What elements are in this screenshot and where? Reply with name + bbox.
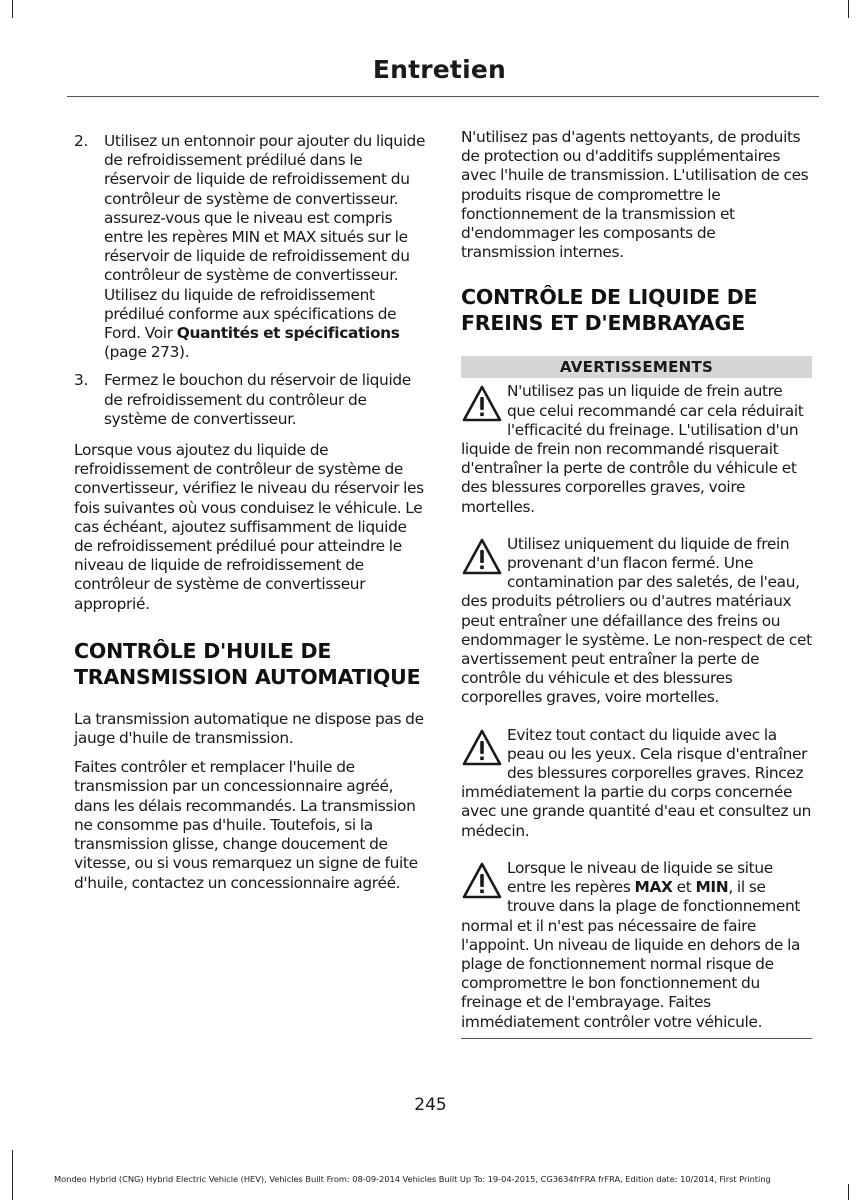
crop-mark-top-left bbox=[12, 0, 13, 18]
paragraph: La transmission automatique ne dispose pas de jauge d'huile de transmission. bbox=[74, 709, 424, 748]
header-divider bbox=[67, 96, 819, 97]
steps-list bbox=[74, 132, 426, 429]
paragraph: N'utilisez pas d'agents nettoyants, de produits de protection ou d'additifs supplémentaires avec l'huile de transmission. L'utilisation de ces produits risque de compromettre le fonctionnement de la transmission et d'endommager les composants de transmission internes. bbox=[461, 128, 809, 262]
warning-text: Lorsque le niveau de liquide se situe entre les repères bbox=[507, 858, 773, 897]
step-number: 2. bbox=[74, 132, 88, 150]
crop-mark-top-right bbox=[848, 0, 849, 18]
list-item bbox=[74, 371, 426, 429]
warnings-header: AVERTISSEMENTS bbox=[461, 356, 812, 378]
left-column bbox=[74, 128, 426, 903]
min-label: MIN bbox=[695, 878, 729, 897]
step-text: Fermez le bouchon du réservoir de liquide de refroidissement du contrôleur de système de convertisseur. bbox=[104, 371, 411, 428]
max-label: MAX bbox=[634, 878, 673, 897]
section-heading: CONTRÔLE DE LIQUIDE DE FREINS ET D'EMBRAYAGE bbox=[461, 285, 758, 336]
warning-block bbox=[461, 382, 812, 516]
warning-triangle-icon bbox=[461, 726, 507, 774]
crop-mark-bottom-right bbox=[848, 1184, 849, 1200]
right-column bbox=[461, 128, 812, 1039]
paragraph: Lorsque vous ajoutez du liquide de refroidissement de contrôleur de système de convertisseur, vérifiez le niveau du réservoir les fois suivantes où vous conduisez le véhicule. Le cas échéant, ajoutez suffisamment de liquide de refroidissement prédilué pour atteindre le niveau de liquide de refroidissement de contrôleur de système de convertisseur approprié. bbox=[74, 441, 424, 613]
warning-text: , il se trouve dans la plage de fonctionnement normal et il n'est pas nécessaire de faire l'appoint. Un niveau de liquide en dehors de la plage de fonctionnement normal risque de compromettre le bon fonctionnement du freinage et de l'embrayage. Faites immédiatement contrôler votre véhicule. bbox=[461, 878, 801, 1031]
warning-block bbox=[461, 535, 812, 708]
page-title: Entretien bbox=[372, 55, 506, 84]
page-number: 245 bbox=[414, 1095, 447, 1115]
section-heading: CONTRÔLE D'HUILE DE TRANSMISSION AUTOMATIQUE bbox=[74, 638, 421, 689]
warning-text: Utilisez uniquement du liquide de frein provenant d'un flacon fermé. Une contamination par des saletés, de l'eau, des produits pétroliers ou d'autres matériaux peut entraîner une défaillance des freins ou endommager le système. Le non-respect de cet avertissement peut entraîner la perte de contrôle du véhicule et des blessures corporelles graves, voire mortelles. bbox=[461, 534, 812, 707]
step-text: Utilisez un entonnoir pour ajouter du liquide de refroidissement prédilué dans le réservoir de liquide de refroidissement du contrôleur de système de convertisseur. assurez-vous que le niveau est compris entre les repères MIN et MAX situés sur le réservoir de liquide de refroidissement du contrôleur de système de convertisseur. Utilisez du liquide de refroidissement prédilué conforme aux spécifications de Ford. Voir bbox=[104, 132, 426, 343]
warning-triangle-icon bbox=[461, 535, 507, 583]
paragraph: Faites contrôler et remplacer l'huile de transmission par un concessionnaire agréé, dans les délais recommandés. La transmission ne consomme pas d'huile. Toutefois, si la transmission glisse, change doucement de vitesse, ou si vous remarquez un signe de fuite d'huile, contactez un concessionnaire agréé. bbox=[74, 758, 418, 892]
step-number: 3. bbox=[74, 371, 88, 390]
warning-triangle-icon bbox=[461, 859, 507, 907]
crop-mark-bottom-left bbox=[12, 1150, 13, 1200]
list-item bbox=[74, 132, 426, 362]
warning-text: N'utilisez pas un liquide de frein autre que celui recommandé car cela réduirait l'efficacité du freinage. L'utilisation d'un liquide de frein non recommandé risquerait d'entraîner la perte de contrôle du véhicule et des blessures corporelles graves, voire mortelles. bbox=[461, 382, 804, 516]
warning-triangle-icon bbox=[461, 382, 507, 430]
warning-block bbox=[461, 726, 812, 841]
warning-text: Evitez tout contact du liquide avec la peau ou les yeux. Cela risque d'entraîner des blessures corporelles graves. Rincez immédiatement la partie du corps concernée avec une grande quantité d'eau et consultez un médecin. bbox=[461, 725, 812, 840]
cross-reference-link[interactable]: Quantités et spécifications bbox=[176, 324, 400, 343]
warning-text: et bbox=[672, 878, 696, 897]
warnings-bottom-divider bbox=[461, 1038, 812, 1039]
step-text-after: (page 273). bbox=[104, 343, 190, 362]
footer-text: Mondeo Hybrid (CNG) Hybrid Electric Vehicle (HEV), Vehicles Built From: 08-09-2014 Vehicles Built Up To: 19-04-2015, CG3634frFRA frFRA, Edition date: 10/2014, First Printing bbox=[54, 1174, 771, 1184]
warning-block bbox=[461, 859, 812, 1032]
